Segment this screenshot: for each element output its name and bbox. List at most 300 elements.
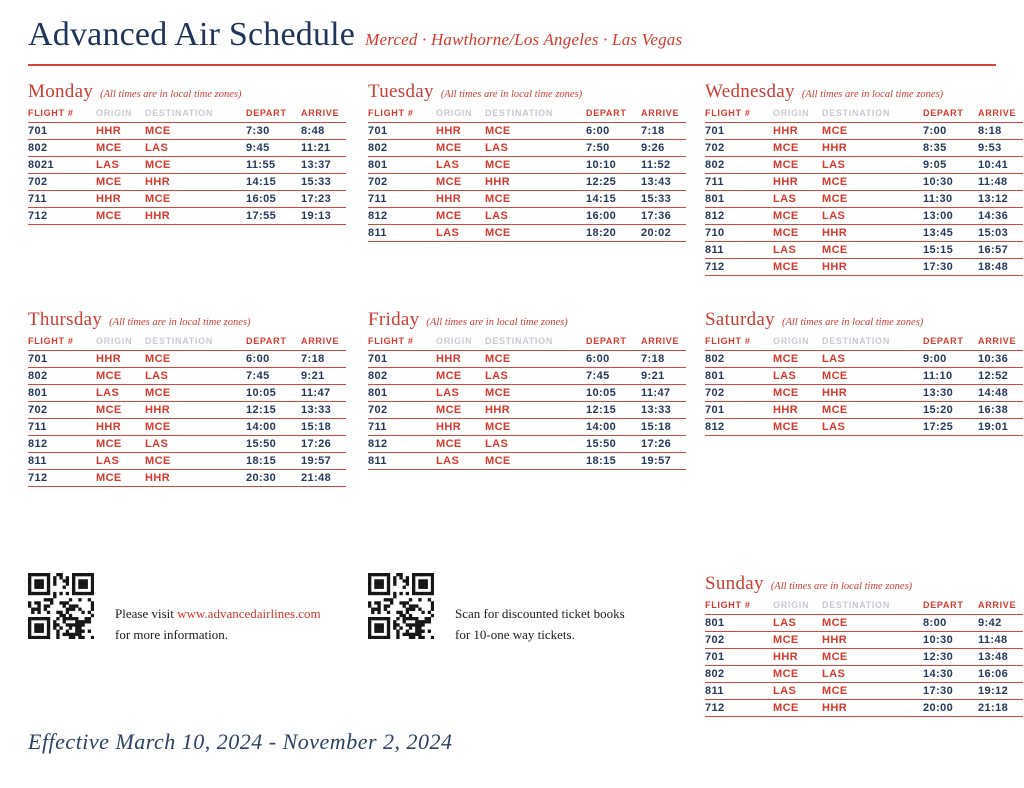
origin-cell: MCE — [436, 139, 485, 156]
effective-dates: Effective March 10, 2024 - November 2, 2024 — [28, 729, 453, 754]
depart-cell: 16:00 — [586, 207, 641, 224]
origin-cell: HHR — [96, 418, 145, 435]
destination-cell: MCE — [145, 190, 246, 207]
destination-cell: LAS — [485, 367, 586, 384]
destination-cell: MCE — [822, 241, 923, 258]
arrive-cell: 12:52 — [978, 367, 1023, 384]
flight-cell: 702 — [28, 401, 96, 418]
origin-cell: HHR — [773, 401, 822, 418]
flight-row — [28, 190, 346, 207]
arrive-cell: 7:18 — [641, 122, 686, 139]
arrive-cell: 7:18 — [641, 350, 686, 367]
day-name: Wednesday — [705, 81, 795, 102]
destination-cell: HHR — [145, 469, 246, 486]
depart-cell: 11:55 — [246, 156, 301, 173]
origin-cell: HHR — [96, 350, 145, 367]
depart-cell: 17:25 — [923, 418, 978, 435]
flight-row — [28, 452, 346, 469]
arrive-cell: 7:18 — [301, 350, 346, 367]
route-subtitle: Merced · Hawthorne/Los Angeles · Las Vegas — [365, 30, 683, 49]
depart-cell: 18:15 — [246, 452, 301, 469]
destination-cell: MCE — [145, 350, 246, 367]
destination-cell: MCE — [485, 384, 586, 401]
flight-cell: 812 — [705, 418, 773, 435]
info-line-2: for more information. — [115, 627, 228, 642]
depart-cell: 10:05 — [586, 384, 641, 401]
depart-cell: 7:00 — [923, 122, 978, 139]
col-header-flight: FLIGHT # — [368, 334, 436, 350]
flight-cell: 802 — [705, 350, 773, 367]
flight-cell: 711 — [28, 190, 96, 207]
arrive-cell: 10:41 — [978, 156, 1023, 173]
flight-cell: 812 — [368, 435, 436, 452]
depart-cell: 6:00 — [586, 350, 641, 367]
destination-cell: HHR — [145, 401, 246, 418]
day-table-wednesday — [705, 81, 1023, 276]
origin-cell: MCE — [773, 665, 822, 682]
flight-cell: 801 — [705, 367, 773, 384]
arrive-cell: 17:26 — [301, 435, 346, 452]
col-header-arrive: ARRIVE — [978, 598, 1023, 614]
arrive-cell: 8:18 — [978, 122, 1023, 139]
depart-cell: 6:00 — [586, 122, 641, 139]
day-table-friday — [368, 309, 686, 470]
depart-cell: 8:35 — [923, 139, 978, 156]
flight-cell: 702 — [705, 384, 773, 401]
destination-cell: HHR — [145, 207, 246, 224]
flight-cell: 701 — [705, 122, 773, 139]
flight-schedule-table — [28, 334, 346, 487]
origin-cell: MCE — [436, 367, 485, 384]
day-heading — [368, 81, 686, 103]
origin-cell: MCE — [96, 401, 145, 418]
day-name: Sunday — [705, 573, 764, 594]
flight-row — [368, 156, 686, 173]
col-header-arrive: ARRIVE — [641, 106, 686, 122]
arrive-cell: 21:18 — [978, 699, 1023, 716]
flight-row — [368, 224, 686, 241]
flight-cell: 811 — [368, 452, 436, 469]
origin-cell: MCE — [773, 258, 822, 275]
flight-cell: 712 — [28, 469, 96, 486]
depart-cell: 14:00 — [586, 418, 641, 435]
col-header-flight: FLIGHT # — [368, 106, 436, 122]
destination-cell: HHR — [822, 631, 923, 648]
col-header-origin: ORIGIN — [773, 334, 822, 350]
flight-row — [28, 384, 346, 401]
depart-cell: 16:05 — [246, 190, 301, 207]
day-heading — [705, 573, 1023, 595]
origin-cell: LAS — [96, 452, 145, 469]
destination-cell: MCE — [822, 190, 923, 207]
day-heading — [28, 81, 346, 103]
origin-cell: MCE — [96, 367, 145, 384]
flight-cell: 702 — [705, 139, 773, 156]
col-header-flight: FLIGHT # — [28, 334, 96, 350]
flight-row — [705, 350, 1023, 367]
flight-cell: 701 — [368, 122, 436, 139]
flight-row — [705, 173, 1023, 190]
destination-cell: MCE — [822, 682, 923, 699]
flight-cell: 801 — [705, 614, 773, 631]
flight-row — [368, 207, 686, 224]
flight-row — [705, 648, 1023, 665]
destination-cell: MCE — [145, 384, 246, 401]
arrive-cell: 15:18 — [641, 418, 686, 435]
day-table-saturday — [705, 309, 1023, 436]
col-header-destination: DESTINATION — [485, 106, 586, 122]
flight-cell: 702 — [28, 173, 96, 190]
flight-row — [705, 682, 1023, 699]
destination-cell: HHR — [822, 384, 923, 401]
depart-cell: 20:00 — [923, 699, 978, 716]
timezone-note: (All times are in local time zones) — [426, 317, 568, 328]
info-line-prefix: Please visit — [115, 606, 178, 621]
flight-cell: 711 — [368, 418, 436, 435]
destination-cell: MCE — [822, 614, 923, 631]
arrive-cell: 15:33 — [641, 190, 686, 207]
column-header-row — [705, 334, 1023, 350]
destination-cell: MCE — [485, 190, 586, 207]
col-header-origin: ORIGIN — [773, 106, 822, 122]
flight-row — [705, 401, 1023, 418]
flight-cell: 701 — [28, 122, 96, 139]
flight-cell: 702 — [368, 173, 436, 190]
depart-cell: 9:00 — [923, 350, 978, 367]
column-header-row — [368, 334, 686, 350]
flight-row — [705, 614, 1023, 631]
flight-row — [368, 122, 686, 139]
origin-cell: MCE — [96, 139, 145, 156]
col-header-origin: ORIGIN — [436, 106, 485, 122]
depart-cell: 10:10 — [586, 156, 641, 173]
arrive-cell: 19:57 — [301, 452, 346, 469]
flight-cell: 802 — [28, 139, 96, 156]
day-heading — [705, 81, 1023, 103]
depart-cell: 20:30 — [246, 469, 301, 486]
flight-schedule-table — [28, 106, 346, 225]
flight-cell: 701 — [28, 350, 96, 367]
destination-cell: MCE — [822, 648, 923, 665]
destination-cell: LAS — [485, 207, 586, 224]
origin-cell: LAS — [773, 190, 822, 207]
arrive-cell: 11:47 — [301, 384, 346, 401]
flight-row — [28, 173, 346, 190]
depart-cell: 17:55 — [246, 207, 301, 224]
col-header-arrive: ARRIVE — [978, 106, 1023, 122]
depart-cell: 6:00 — [246, 350, 301, 367]
depart-cell: 9:45 — [246, 139, 301, 156]
flight-row — [368, 435, 686, 452]
day-heading — [705, 309, 1023, 331]
origin-cell: MCE — [436, 435, 485, 452]
origin-cell: HHR — [773, 648, 822, 665]
arrive-cell: 15:33 — [301, 173, 346, 190]
day-table-thursday — [28, 309, 346, 487]
flight-cell: 802 — [368, 139, 436, 156]
col-header-origin: ORIGIN — [773, 598, 822, 614]
origin-cell: LAS — [773, 367, 822, 384]
flight-row — [368, 401, 686, 418]
depart-cell: 12:30 — [923, 648, 978, 665]
arrive-cell: 17:36 — [641, 207, 686, 224]
col-header-arrive: ARRIVE — [301, 106, 346, 122]
flight-row — [705, 122, 1023, 139]
flight-row — [705, 224, 1023, 241]
day-name: Saturday — [705, 309, 775, 330]
destination-cell: HHR — [822, 224, 923, 241]
col-header-depart: DEPART — [586, 106, 641, 122]
arrive-cell: 14:36 — [978, 207, 1023, 224]
flight-cell: 711 — [28, 418, 96, 435]
depart-cell: 8:00 — [923, 614, 978, 631]
flight-row — [705, 190, 1023, 207]
arrive-cell: 9:53 — [978, 139, 1023, 156]
origin-cell: LAS — [773, 614, 822, 631]
depart-cell: 15:50 — [586, 435, 641, 452]
arrive-cell: 19:01 — [978, 418, 1023, 435]
col-header-depart: DEPART — [246, 334, 301, 350]
depart-cell: 15:15 — [923, 241, 978, 258]
page-title: Advanced Air Schedule — [28, 16, 356, 53]
destination-cell: LAS — [485, 139, 586, 156]
col-header-destination: DESTINATION — [145, 106, 246, 122]
arrive-cell: 10:36 — [978, 350, 1023, 367]
flight-cell: 702 — [705, 631, 773, 648]
depart-cell: 9:05 — [923, 156, 978, 173]
origin-cell: MCE — [436, 401, 485, 418]
col-header-origin: ORIGIN — [436, 334, 485, 350]
flight-row — [28, 435, 346, 452]
flight-cell: 802 — [705, 156, 773, 173]
col-header-arrive: ARRIVE — [301, 334, 346, 350]
flight-row — [705, 241, 1023, 258]
arrive-cell: 9:21 — [301, 367, 346, 384]
arrive-cell: 11:47 — [641, 384, 686, 401]
depart-cell: 10:05 — [246, 384, 301, 401]
depart-cell: 7:45 — [586, 367, 641, 384]
flight-cell: 812 — [705, 207, 773, 224]
origin-cell: MCE — [96, 469, 145, 486]
destination-cell: LAS — [822, 418, 923, 435]
timezone-note: (All times are in local time zones) — [770, 581, 913, 592]
destination-cell: LAS — [822, 207, 923, 224]
column-header-row — [368, 106, 686, 122]
flight-cell: 710 — [705, 224, 773, 241]
arrive-cell: 17:23 — [301, 190, 346, 207]
col-header-depart: DEPART — [246, 106, 301, 122]
origin-cell: LAS — [436, 452, 485, 469]
flight-row — [705, 699, 1023, 716]
origin-cell: MCE — [773, 207, 822, 224]
col-header-arrive: ARRIVE — [641, 334, 686, 350]
origin-cell: HHR — [436, 122, 485, 139]
origin-cell: LAS — [436, 384, 485, 401]
destination-cell: MCE — [822, 367, 923, 384]
depart-cell: 14:30 — [923, 665, 978, 682]
arrive-cell: 11:21 — [301, 139, 346, 156]
flight-schedule-table — [705, 334, 1023, 436]
destination-cell: LAS — [145, 367, 246, 384]
col-header-flight: FLIGHT # — [705, 334, 773, 350]
arrive-cell: 20:02 — [641, 224, 686, 241]
info-line-1: Scan for discounted ticket books — [455, 606, 625, 621]
arrive-cell: 13:33 — [641, 401, 686, 418]
arrive-cell: 16:57 — [978, 241, 1023, 258]
destination-cell: MCE — [485, 418, 586, 435]
origin-cell: HHR — [436, 190, 485, 207]
origin-cell: LAS — [773, 682, 822, 699]
day-name: Monday — [28, 81, 94, 102]
origin-cell: HHR — [96, 190, 145, 207]
col-header-depart: DEPART — [923, 106, 978, 122]
flight-row — [368, 367, 686, 384]
arrive-cell: 13:12 — [978, 190, 1023, 207]
destination-cell: MCE — [822, 401, 923, 418]
flight-row — [705, 156, 1023, 173]
col-header-flight: FLIGHT # — [705, 598, 773, 614]
flight-row — [705, 258, 1023, 275]
destination-cell: LAS — [485, 435, 586, 452]
col-header-origin: ORIGIN — [96, 106, 145, 122]
flight-cell: 812 — [368, 207, 436, 224]
origin-cell: MCE — [96, 435, 145, 452]
flight-row — [368, 452, 686, 469]
flight-row — [28, 401, 346, 418]
flight-row — [705, 139, 1023, 156]
flight-schedule-table — [705, 106, 1023, 276]
arrive-cell: 13:48 — [978, 648, 1023, 665]
destination-cell: MCE — [145, 452, 246, 469]
depart-cell: 7:50 — [586, 139, 641, 156]
flight-cell: 801 — [368, 384, 436, 401]
flight-schedule-table — [368, 334, 686, 470]
arrive-cell: 9:26 — [641, 139, 686, 156]
origin-cell: LAS — [773, 241, 822, 258]
timezone-note: (All times are in local time zones) — [440, 89, 583, 100]
origin-cell: HHR — [773, 122, 822, 139]
destination-cell: MCE — [145, 418, 246, 435]
origin-cell: MCE — [773, 156, 822, 173]
origin-cell: MCE — [773, 631, 822, 648]
origin-cell: MCE — [96, 173, 145, 190]
destination-cell: MCE — [485, 350, 586, 367]
depart-cell: 11:10 — [923, 367, 978, 384]
destination-cell: LAS — [822, 156, 923, 173]
flight-row — [28, 156, 346, 173]
destination-cell: HHR — [145, 173, 246, 190]
flight-row — [368, 350, 686, 367]
flight-cell: 811 — [705, 682, 773, 699]
arrive-cell: 17:26 — [641, 435, 686, 452]
timezone-note: (All times are in local time zones) — [100, 89, 242, 100]
flight-cell: 812 — [28, 435, 96, 452]
website-info-text — [115, 573, 321, 645]
col-header-destination: DESTINATION — [822, 106, 923, 122]
flight-row — [368, 418, 686, 435]
flight-row — [368, 384, 686, 401]
flight-cell: 801 — [368, 156, 436, 173]
flight-cell: 711 — [368, 190, 436, 207]
depart-cell: 12:15 — [586, 401, 641, 418]
website-link[interactable]: www.advancedairlines.com — [177, 606, 321, 621]
destination-cell: LAS — [145, 139, 246, 156]
flight-cell: 802 — [705, 665, 773, 682]
depart-cell: 11:30 — [923, 190, 978, 207]
arrive-cell: 11:48 — [978, 173, 1023, 190]
day-name: Tuesday — [368, 81, 434, 102]
destination-cell: MCE — [485, 122, 586, 139]
flight-row — [368, 173, 686, 190]
col-header-destination: DESTINATION — [822, 598, 923, 614]
destination-cell: HHR — [822, 139, 923, 156]
destination-cell: MCE — [485, 452, 586, 469]
arrive-cell: 11:48 — [978, 631, 1023, 648]
qr-code-website — [28, 573, 94, 639]
day-table-monday — [28, 81, 346, 225]
origin-cell: MCE — [773, 350, 822, 367]
arrive-cell: 19:12 — [978, 682, 1023, 699]
header — [28, 16, 682, 54]
origin-cell: LAS — [436, 156, 485, 173]
flight-cell: 801 — [28, 384, 96, 401]
column-header-row — [705, 598, 1023, 614]
origin-cell: MCE — [436, 207, 485, 224]
info-line-2: for 10-one way tickets. — [455, 627, 575, 642]
flight-row — [705, 384, 1023, 401]
flight-row — [28, 367, 346, 384]
destination-cell: HHR — [485, 401, 586, 418]
column-header-row — [28, 334, 346, 350]
flight-row — [28, 139, 346, 156]
flight-cell: 801 — [705, 190, 773, 207]
qr-code-ticket-books — [368, 573, 434, 639]
depart-cell: 12:15 — [246, 401, 301, 418]
destination-cell: LAS — [145, 435, 246, 452]
arrive-cell: 18:48 — [978, 258, 1023, 275]
day-table-tuesday — [368, 81, 686, 242]
flight-cell: 8021 — [28, 156, 96, 173]
arrive-cell: 11:52 — [641, 156, 686, 173]
origin-cell: HHR — [773, 173, 822, 190]
depart-cell: 7:45 — [246, 367, 301, 384]
destination-cell: LAS — [822, 350, 923, 367]
depart-cell: 18:15 — [586, 452, 641, 469]
flight-cell: 811 — [28, 452, 96, 469]
flight-schedule-table — [368, 106, 686, 242]
flight-cell: 701 — [705, 401, 773, 418]
timezone-note: (All times are in local time zones) — [781, 317, 924, 328]
column-header-row — [705, 106, 1023, 122]
day-heading — [28, 309, 346, 331]
flight-cell: 802 — [368, 367, 436, 384]
flight-row — [368, 139, 686, 156]
day-heading — [368, 309, 686, 331]
arrive-cell: 21:48 — [301, 469, 346, 486]
flight-cell: 702 — [368, 401, 436, 418]
destination-cell: LAS — [822, 665, 923, 682]
col-header-destination: DESTINATION — [485, 334, 586, 350]
origin-cell: MCE — [773, 699, 822, 716]
arrive-cell: 13:43 — [641, 173, 686, 190]
flight-row — [28, 469, 346, 486]
destination-cell: HHR — [485, 173, 586, 190]
depart-cell: 14:15 — [246, 173, 301, 190]
flight-cell: 712 — [28, 207, 96, 224]
depart-cell: 14:00 — [246, 418, 301, 435]
flight-cell: 711 — [705, 173, 773, 190]
depart-cell: 13:00 — [923, 207, 978, 224]
